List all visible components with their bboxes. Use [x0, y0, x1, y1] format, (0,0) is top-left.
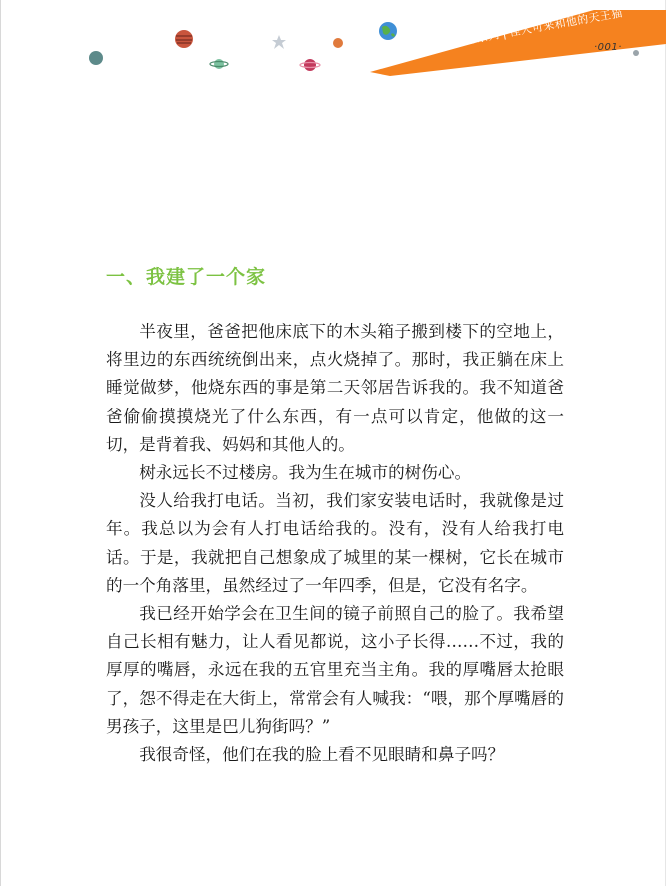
paragraph: 半夜里，爸爸把他床底下的木头箱子搬到楼下的空地上，将里边的东西统统倒出来，点火烧掉了。那时，我正躺在床上睡觉做梦，他烧东西的事是第二天邻居告诉我的。我不知道爸爸偷偷摸摸烧光了什么东西，有一点可以肯定，他做的这一切，是背着我、妈妈和其他人的。 — [106, 322, 564, 454]
planet-icon — [333, 38, 343, 48]
planet-icon — [300, 59, 320, 71]
star-icon — [272, 35, 286, 49]
paragraph: 我很奇怪，他们在我的脸上看不见眼睛和鼻子吗？ — [139, 745, 505, 765]
header-separator: | — [501, 26, 508, 41]
paragraph: 树永远长不过楼房。我为生在城市的树伤心。 — [139, 463, 472, 483]
paragraph: 我已经开始学会在卫生间的镜子前照自己的脸了。我希望自己长相有魅力，让人看见都说，这小子长得……不过，我的厚厚的嘴唇，永远在我的五官里充当主角。我的厚嘴唇太抢眼了，怨不得走在大街上，常常会有人喊我：“喂，那个厚嘴唇的男孩子，这里是巴儿狗街吗？” — [106, 604, 564, 736]
planet-icon — [175, 30, 193, 48]
paragraph: 没人给我打电话。当初，我们家安装电话时，我就像是过年。我总以为会有人打电话给我的。没有，没有人给我打电话。于是，我就把自己想象成了城里的某一棵树，它长在城市的一个角落里，虽然经过了一年四季，但是，它没有名字。 — [106, 491, 564, 595]
body-text — [106, 318, 564, 769]
page-number: ·001· — [594, 42, 622, 53]
series-name: 咖啡系列 — [452, 28, 501, 49]
book-title: 怪人可来和他的天王猫 — [508, 6, 624, 40]
planet-icon — [210, 59, 228, 69]
planet-icon — [89, 51, 103, 65]
chapter-title: 一、我建了一个家 — [106, 266, 267, 288]
